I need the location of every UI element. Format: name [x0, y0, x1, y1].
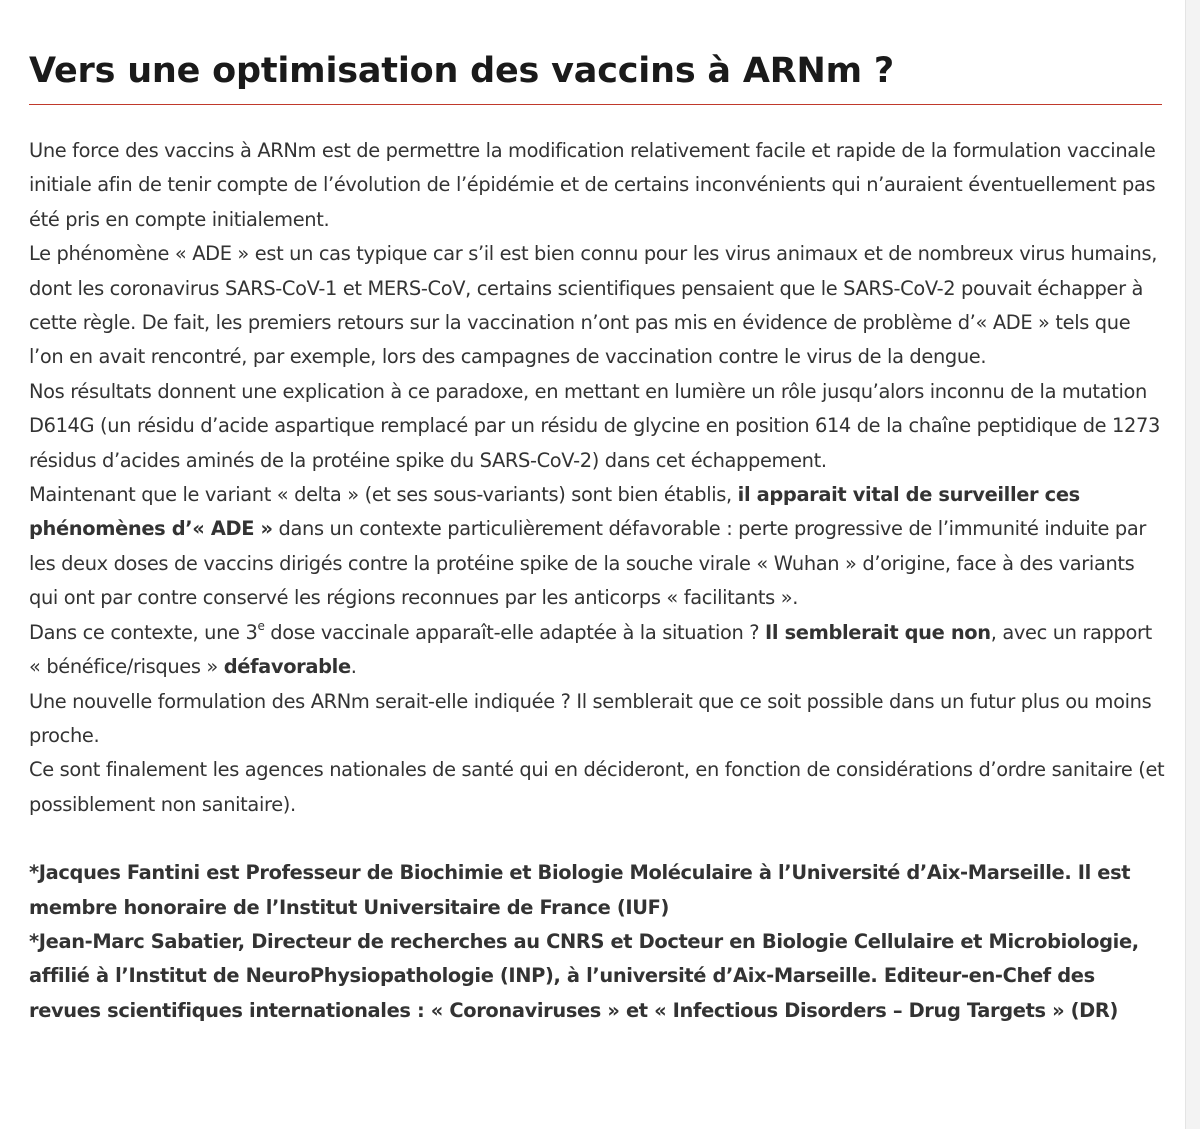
article-body	[29, 134, 1169, 1028]
page-scrollbar[interactable]	[1185, 0, 1200, 1129]
title-divider	[29, 104, 1162, 105]
paragraph-6: Une nouvelle formulation des ARNm serait-elle indiquée ? Il semblerait que ce soit possible dans un futur plus ou moins proche.	[29, 689, 1152, 747]
section-spacer	[29, 822, 1169, 856]
article-title: Vers une optimisation des vaccins à ARNm ?	[29, 51, 894, 91]
paragraph-2: Le phénomène « ADE » est un cas typique car s’il est bien connu pour les virus animaux et de nombreux virus humains, dont les coronavirus SARS-CoV-1 et MERS-CoV, certains scientifiques pensaient que le SARS-CoV-2 pouvait échapper à cette règle. De fait, les premiers retours sur la vaccination n’ont pas mis en évidence de problème d’« ADE » tels que l’on en avait rencontré, par exemple, lors des campagnes de vaccination contre le virus de la dengue.	[29, 242, 1158, 369]
ordinal-superscript: e	[257, 619, 265, 634]
paragraph-5-part-d: .	[350, 655, 357, 679]
paragraph-3: Nos résultats donnent une explication à ce paradoxe, en mettant en lumière un rôle jusqu’alors inconnu de la mutation D614G (un résidu d’acide aspartique remplacé par un résidu de glycine en position 614 de la chaîne peptidique de 1273 résidus d’acides aminés de la protéine spike du SARS-CoV-2) dans cet échappement.	[29, 379, 1160, 472]
paragraph-5	[29, 616, 1169, 685]
paragraph-1: Une force des vaccins à ARNm est de permettre la modification relativement facile et rapide de la formulation vaccinale initiale afin de tenir compte de l’évolution de l’épidémie et de certains inconvénients qui n’auraient éventuellement pas été pris en compte initialement.	[29, 139, 1156, 231]
paragraph-5-part-c: , avec un rapport « bénéfice/risques »	[29, 620, 1152, 679]
paragraph-5-part-a: Dans ce contexte, une 3	[29, 620, 258, 644]
article	[29, 0, 1169, 1028]
author-bio-fantini: *Jacques Fantini est Professeur de Biochimie et Biologie Moléculaire à l’Université d’Aix-Marseille. Il est membre honoraire de l’Institut Universitaire de France (IUF)	[29, 861, 1131, 919]
paragraph-5-emphasis-2: défavorable	[223, 655, 351, 679]
paragraph-5-emphasis-1: Il semblerait que non	[765, 620, 991, 644]
paragraph-7: Ce sont finalement les agences nationales de santé qui en décideront, en fonction de considérations d’ordre sanitaire (et possiblement non sanitaire).	[29, 758, 1165, 816]
paragraph-4	[29, 478, 1169, 616]
paragraph-5-part-b: dose vaccinale apparaît-elle adaptée à la situation ?	[264, 620, 766, 644]
paragraph-4-emphasis: il apparait vital de surveiller ces phénomènes d’« ADE »	[29, 483, 1080, 541]
paragraph-4-start: Maintenant que le variant « delta » (et ses sous-variants) sont bien établis,	[29, 483, 738, 507]
author-bio-sabatier: *Jean-Marc Sabatier, Directeur de recherches au CNRS et Docteur en Biologie Cellulaire et Microbiologie, affilié à l’Institut de NeuroPhysiopathologie (INP), à l’université d’Aix-Marseille. Editeur-en-Chef des revues scientifiques internationales : « Coronaviruses » et « Infectious Disorders – Drug Targets » (DR)	[29, 929, 1139, 1022]
paragraph-4-end: dans un contexte particulièrement défavorable : perte progressive de l’immunité induite par les deux doses de vaccins dirigés contre la protéine spike de la souche virale « Wuhan » d’origine, face à des variants qui ont par contre conservé les régions reconnues par les anticorps « facilitants ».	[29, 517, 1147, 610]
